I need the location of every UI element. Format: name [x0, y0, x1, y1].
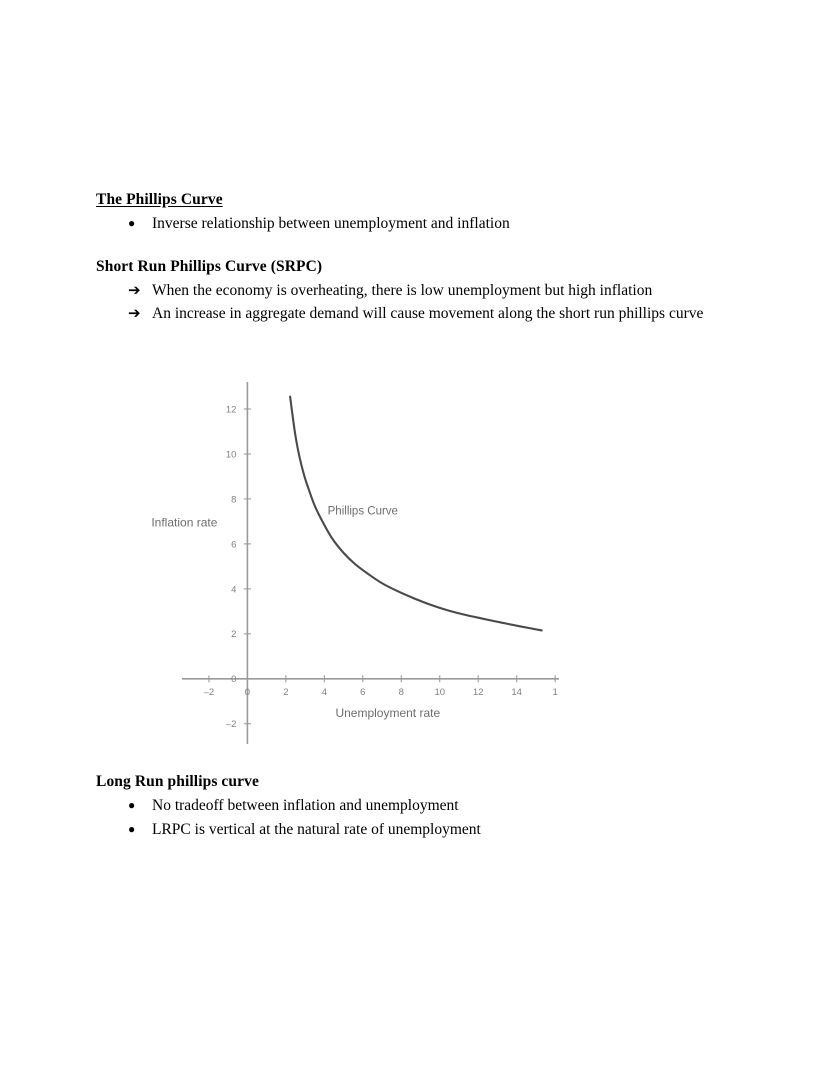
list-item-text: Inverse relationship between unemployment and inflation — [152, 214, 510, 232]
bullet-dot-icon: ● — [128, 821, 136, 836]
notes-top-content — [96, 190, 746, 327]
section-long-run-phillips-curve — [96, 772, 746, 841]
list-item-text: An increase in aggregate demand will cause movement along the short run phillips curve — [152, 305, 704, 323]
y-axis-tick-label: 6 — [231, 539, 237, 551]
bullet-list-phillips-curve — [96, 213, 746, 236]
chart-series — [290, 397, 542, 631]
bullet-list-lrpc — [96, 795, 746, 842]
y-axis-tick-label: –2 — [225, 719, 237, 731]
section-heading-srpc: Short Run Phillips Curve (SRPC) — [96, 257, 323, 275]
x-axis-tick-label: 2 — [283, 686, 289, 698]
y-axis-tick-label: 8 — [231, 494, 237, 506]
notes-bottom-content — [96, 772, 746, 842]
list-item — [128, 795, 746, 818]
bullet-dot-icon: ● — [128, 215, 136, 230]
phillips-curve-chart — [96, 372, 566, 750]
chart-axes — [182, 382, 559, 744]
y-axis-tick-label: 0 — [231, 674, 237, 686]
x-axis-tick-label: 10 — [434, 686, 446, 698]
y-axis-tick-label: 2 — [231, 629, 237, 641]
chart-tick-labels — [204, 404, 558, 730]
section-short-run-phillips-curve — [96, 257, 746, 326]
list-item — [128, 303, 746, 326]
bullet-list-srpc — [96, 280, 746, 327]
arrow-right-icon: ➔ — [128, 282, 141, 299]
list-item — [128, 213, 746, 236]
chart-ticks — [209, 409, 555, 724]
curve-annotation-label: Phillips Curve — [327, 505, 398, 518]
y-axis-tick-label: 12 — [225, 404, 237, 416]
x-axis-tick-label: –2 — [203, 686, 215, 698]
section-the-phillips-curve — [96, 190, 746, 236]
list-item — [128, 280, 746, 303]
x-axis-tick-label: 12 — [472, 686, 484, 698]
y-axis-tick-label: 10 — [225, 449, 237, 461]
x-axis-tick-label: 0 — [244, 686, 251, 698]
bullet-dot-icon: ● — [128, 797, 136, 812]
chart-axis-titles — [151, 516, 440, 720]
y-axis-title: Inflation rate — [151, 515, 218, 530]
section-spacer — [96, 237, 746, 257]
section-heading-lrpc: Long Run phillips curve — [96, 773, 259, 790]
x-axis-title: Unemployment rate — [335, 705, 441, 720]
x-axis-tick-label: 14 — [511, 686, 522, 698]
list-item-text: LRPC is vertical at the natural rate of unemployment — [152, 820, 481, 838]
chart-canvas — [96, 372, 566, 750]
list-item-text: When the economy is overheating, there is low unemployment but high inflation — [152, 281, 653, 299]
section-heading-phillips-curve: The Phillips Curve — [96, 191, 223, 208]
x-axis-tick-label: 4 — [321, 686, 327, 698]
list-item-text: No tradeoff between inflation and unemployment — [152, 796, 459, 814]
x-axis-tick-label: 6 — [360, 686, 366, 698]
arrow-right-icon: ➔ — [128, 306, 141, 323]
x-axis-tick-label: 1 — [552, 686, 558, 698]
y-axis-tick-label: 4 — [231, 584, 237, 596]
list-item — [128, 819, 746, 842]
x-axis-tick-label: 8 — [398, 686, 404, 698]
